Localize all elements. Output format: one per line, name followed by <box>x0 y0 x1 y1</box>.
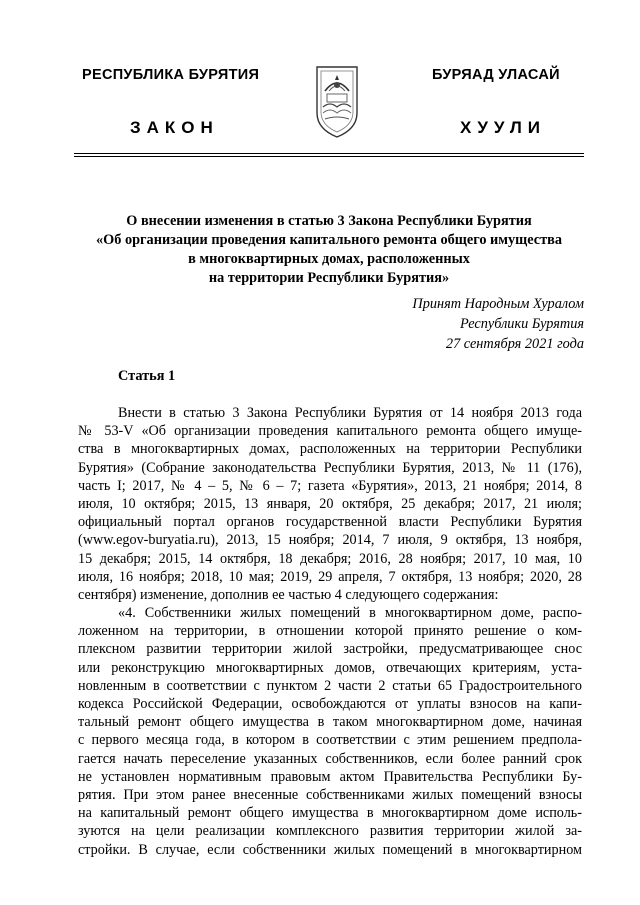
body-line: (www.egov-buryatia.ru), 2013, 15 ноября; 2014, 7 июля, 9 октября, 13 ноября, <box>78 532 582 549</box>
body-line: Бурятия» (Собрание законодательства Республики Бурятия, 2013, № 11 (176), <box>78 459 582 476</box>
body-line: рятия. При этом ранее внесенные собственниками жилых помещений взносы <box>78 786 582 803</box>
body-line: Внести в статью 3 Закона Республики Бурятия от 14 ноября 2013 года <box>118 405 582 421</box>
body-line: новленным в соответствии с пунктом 2 части 2 статьи 65 Градостроительного <box>78 677 582 694</box>
body-line: с первого месяца года, в котором в соответствии с этим решением предпола- <box>78 732 582 749</box>
body-line: 15 декабря; 2015, 14 октября, 18 декабря; 2016, 28 ноября; 2017, 10 мая, 10 <box>78 550 582 567</box>
law-title-line: на территории Республики Бурятия» <box>208 270 450 286</box>
law-title-line: в многоквартирных домах, расположенных <box>188 251 470 267</box>
article-heading: Статья 1 <box>118 368 176 384</box>
header-rule-top <box>74 153 584 154</box>
law-title-line: О внесении изменения в статью 3 Закона Республики Бурятия <box>126 213 532 229</box>
body-line: не установлен нормативным правовым актом Правительства Республики Бу- <box>78 768 582 785</box>
body-line: тальный ремонт общего имущества в таком многоквартирном доме, начиная <box>78 714 582 731</box>
republic-name-russian: РЕСПУБЛИКА БУРЯТИЯ <box>82 67 260 83</box>
body-line: июля, 10 октября; 2015, 13 января, 20 октября, 25 декабря; 2017, 21 июля; <box>78 495 582 512</box>
body-line: ства в многоквартирных домах, расположенных на территории Республики <box>78 441 582 458</box>
body-line: сентября) изменение, дополнив ее частью 4 следующего содержания: <box>78 586 499 603</box>
republic-name-buryat: БУРЯАД УЛАСАЙ <box>432 67 560 83</box>
adoption-line: Республики Бурятия <box>460 316 584 332</box>
adoption-note <box>412 294 584 354</box>
law-label-russian: ЗАКОН <box>130 118 219 137</box>
body-line: кодекса Российской Федерации, освобождаются от уплаты взносов на капи- <box>78 696 582 712</box>
article-body <box>78 404 582 859</box>
header-rule-bottom <box>74 156 584 157</box>
law-label-buryat: ХУУЛИ <box>460 118 546 137</box>
body-line: официальный портал органов государственной власти Республики Бурятия <box>78 514 582 531</box>
law-title <box>74 212 584 288</box>
body-line: зуются на цели реализации комплексного развития территории жилой за- <box>78 823 582 840</box>
body-line: часть I; 2017, № 4 – 5, № 6 – 7; газета «Бурятия», 2013, 21 ноября; 2014, 8 <box>78 477 582 494</box>
adoption-line: Принят Народным Хуралом <box>412 296 584 312</box>
body-line: «4. Собственники жилых помещений в многоквартирном доме, распо- <box>118 605 582 622</box>
body-line: стройки. В случае, если собственники жилых помещений в многоквартирном <box>78 841 582 858</box>
law-title-line: «Об организации проведения капитального ремонта общего имущества <box>95 232 563 248</box>
body-line: плексном развитии территории жилой застройки, предусматривающее снос <box>78 641 582 658</box>
body-line: № 53-V «Об организации проведения капитального ремонта общего имуще- <box>78 423 582 440</box>
coat-of-arms-buryatia-icon <box>313 61 361 141</box>
adoption-date: 27 сентября 2021 года <box>445 336 584 352</box>
body-line: июля, 16 ноября; 2018, 10 мая; 2019, 29 апреля, 7 октября, 13 ноября; 2020, 28 <box>78 568 582 585</box>
body-line: на капитальный ремонт общего имущества в многоквартирном доме исполь- <box>78 805 582 822</box>
body-line: гается начать переселение указанных собственников, если более ранний срок <box>78 750 582 767</box>
body-line: ложенном на территории, в отношении которой принято решение о ком- <box>78 623 582 640</box>
body-line: или реконструкцию многоквартирных домов, отвечающих критериям, уста- <box>78 659 582 676</box>
